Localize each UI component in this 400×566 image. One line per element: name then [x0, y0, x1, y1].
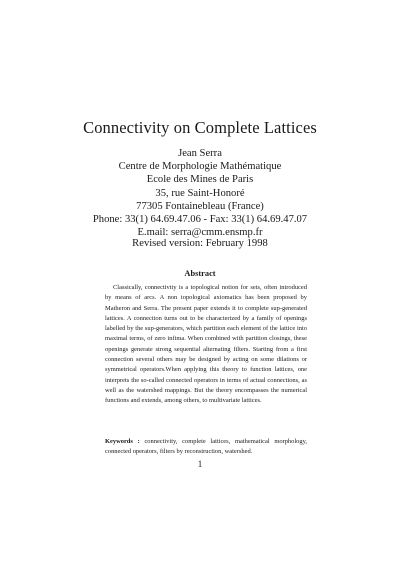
page-number: 1 [197, 459, 203, 469]
affiliation-institute: Centre de Morphologie Mathématique [118, 161, 282, 173]
author-name: Jean Serra [178, 148, 222, 159]
abstract-heading: Abstract [184, 269, 216, 278]
keywords-paragraph [105, 437, 307, 458]
affiliation-school: Ecole des Mines de Paris [146, 174, 254, 186]
affiliation-city: 77305 Fontainebleau (France) [136, 200, 264, 212]
affiliation-phone-fax: Phone: 33(1) 64.69.47.06 - Fax: 33(1) 64.69.47.07 [92, 214, 308, 226]
author-block [0, 147, 400, 239]
keywords-text: connectivity, complete lattices, mathematical morphology, connected operators, filters by reconstruction, watershed. [105, 438, 307, 456]
keywords-label: Keywords : [105, 438, 140, 445]
affiliation-street: 35, rue Saint-Honoré [155, 187, 245, 199]
revised-version: Revised version: February 1998 [132, 238, 268, 249]
abstract-text: Classically, connectivity is a topological notion for sets, often introduced by means of arcs. A non topological axiomatics has been proposed by Matheron and Serra. The present paper extends it to complete sup-generated lattices. A connection turns out to be characterized by a family of openings labelled by the sup-generators, which partition each element of the lattice into maximal terms, of zero infima. When combined with partition closings, these openings generate strong sequential alternating filters. Starting from a first connection several others may be designed by acting on some dilations or symmetrical operators.When applying this theory to function lattices, one interprets the so-called connected operators in terms of actual connections, as well as the watershed mappings. But the theory encompasses the numerical functions and extends, among others, to multivariate lattices. [105, 284, 307, 405]
affiliation-email: E.mail: serra@cmm.ensmp.fr [137, 227, 263, 239]
paper-title: Connectivity on Complete Lattices [83, 118, 317, 137]
